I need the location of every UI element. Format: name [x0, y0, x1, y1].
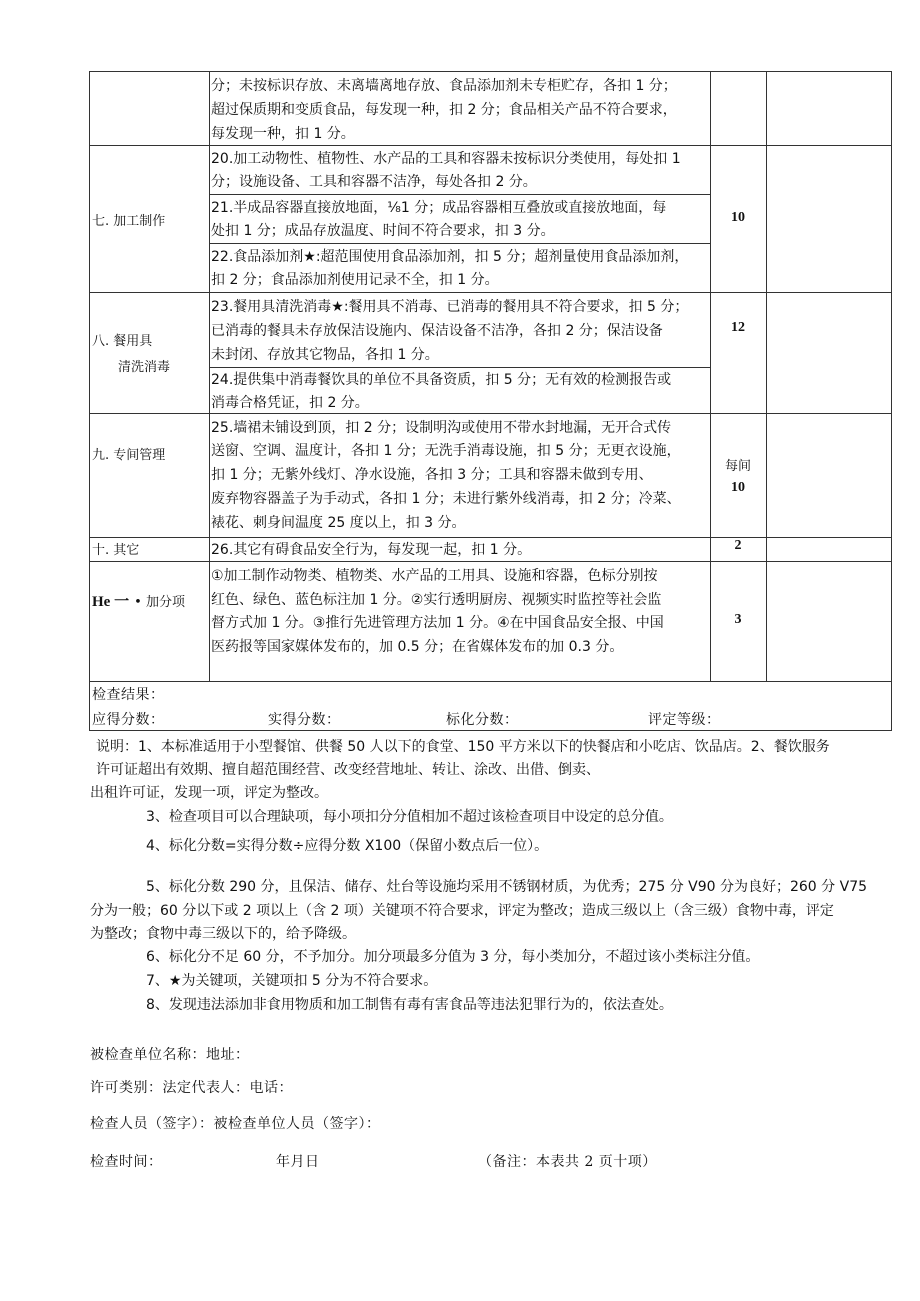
note-1-cont: 出租许可证，发现一项，评定为整改。: [90, 785, 328, 801]
item-text: 23.餐用具清洗消毒★:餐用具不消毒、已消毒的餐用具不符合要求，扣 5 分；: [211, 299, 689, 315]
item-text: 分；未按标识存放、未离墙离地存放、食品添加剂未专柜贮存，各扣 1 分；: [211, 78, 677, 94]
score-value: 10: [731, 480, 745, 495]
category-prefix: He 一: [92, 594, 130, 610]
result-title: 检查结果：: [92, 687, 165, 703]
item-text: 24.提供集中消毒餐饮具的单位不具备资质，扣 5 分；无有效的检测报告或: [211, 372, 672, 388]
note-5-cont: 分为一般；60 分以下或 2 项以上（含 2 项）关键项不符合要求，评定为整改；造成三级以上（含三级）食物中毒，评定: [90, 903, 834, 919]
item-divider: [209, 243, 710, 244]
item-text: 已消毒的餐具未存放保洁设施内、保洁设备不洁净，各扣 2 分；保洁设备: [211, 323, 663, 339]
score-value: 3: [734, 612, 742, 627]
item-text: 26.其它有碍食品安全行为，每发现一起，扣 1 分。: [211, 542, 532, 558]
item-divider: [209, 194, 710, 195]
item-text: 督方式加 1 分。③推行先进管理方法加 1 分。④在中国食品安全报、中国: [211, 615, 664, 631]
item-text: 20.加工动物性、植物性、水产品的工具和容器未按标识分类使用，每处扣 1: [211, 151, 681, 167]
item-text: 处扣 1 分；成品存放温度、时间不符合要求，扣 3 分。: [211, 223, 555, 239]
category-label: 八. 餐用具: [92, 334, 153, 349]
note-8: 8、发现违法添加非食用物质和加工制售有毒有害食品等违法犯罪行为的，依法查处。: [146, 997, 673, 1013]
score-value: 12: [731, 320, 745, 335]
note-4: 4、标化分数=实得分数÷应得分数 X100（保留小数点后一位）。: [146, 838, 549, 854]
item-text: 未封闭、存放其它物品，各扣 1 分。: [211, 347, 439, 363]
note-3: 3、检查项目可以合理缺项，每小项扣分分值相加不超过该检查项目中设定的总分值。: [146, 809, 673, 825]
category-label: 十. 其它: [92, 543, 140, 558]
category-label: 清洗消毒: [118, 360, 171, 375]
item-text: 扣 2 分；食品添加剂使用记录不全，扣 1 分。: [211, 272, 499, 288]
note-5-cont: 为整改；食物中毒三级以下的，给予降级。: [90, 926, 356, 942]
table-border-bottom: [89, 730, 892, 731]
license-line: 许可类别：法定代表人：电话：: [90, 1080, 293, 1096]
category-label: [92, 590, 185, 611]
item-text: 红色、绿色、蓝色标注加 1 分。②实行透明厨房、视频实时监控等社会监: [211, 592, 662, 608]
score-value: 10: [731, 210, 745, 225]
item-divider: [209, 367, 710, 368]
actual-score-label: 实得分数：: [268, 712, 341, 728]
item-text: 送窗、空调、温度计，各扣 1 分；无洗手消毒设施，扣 5 分；无更衣设施，: [211, 443, 681, 459]
date-placeholder: 年月日: [276, 1154, 320, 1170]
remark: （备注：本表共 2 页十项）: [478, 1154, 657, 1170]
category-label: 七. 加工制作: [92, 214, 166, 229]
score-label: 每间: [724, 458, 751, 473]
item-text: 裱花、刺身间温度 25 度以上，扣 3 分。: [211, 515, 466, 531]
col-divider: [209, 71, 210, 682]
item-text: 25.墙裙未铺设到顶，扣 2 分；设制明沟或使用不带水封地漏，无开合式传: [211, 420, 672, 436]
item-text: 每发现一种，扣 1 分。: [211, 126, 355, 142]
should-score-label: 应得分数：: [92, 712, 165, 728]
item-text: 超过保质期和变质食品，每发现一种，扣 2 分；食品相关产品不符合要求，: [211, 102, 677, 118]
note-5: 5、标化分数 290 分，且保洁、储存、灶台等设施均采用不锈钢材质，为优秀；275 分 V90 分为良好；260 分 V75: [146, 879, 868, 895]
item-text: 21.半成品容器直接放地面，⅛1 分；成品容器相互叠放或直接放地面，每: [211, 200, 667, 216]
item-text: 22.食品添加剂★:超范围使用食品添加剂，扣 5 分；超剂量使用食品添加剂，: [211, 249, 689, 265]
inspection-time-label: 检查时间：: [90, 1154, 163, 1170]
item-text: 医药报等国家媒体发布的，加 0.5 分；在省媒体发布的加 0.3 分。: [211, 639, 624, 655]
note-7: 7、★为关键项，关键项扣 5 分为不符合要求。: [146, 973, 438, 989]
item-text: 消毒合格凭证，扣 2 分。: [211, 395, 369, 411]
note-1: 说明：1、本标准适用于小型餐馆、供餐 50 人以下的食堂、150 平方米以下的快餐店和小吃店、饮品店。2、餐饮服务: [96, 739, 830, 755]
item-text: ①加工制作动物类、植物类、水产品的工用具、设施和容器，色标分别按: [211, 568, 658, 584]
signature-line: 检查人员（签字）：被检查单位人员（签字）：: [90, 1116, 381, 1132]
table-border-right: [891, 71, 892, 731]
col-divider: [710, 71, 711, 682]
col-divider: [766, 71, 767, 682]
item-text: 扣 1 分；无紫外线灯、净水设施，各扣 3 分；工具和容器未做到专用、: [211, 467, 653, 483]
score-value: 2: [734, 538, 742, 553]
table-border-left: [89, 71, 90, 731]
item-text: 分；设施设备、工具和容器不洁净，每处各扣 2 分。: [211, 174, 537, 190]
inspected-unit-line: 被检查单位名称：地址：: [90, 1047, 250, 1063]
note-1-cont: 许可证超出有效期、擅自超范围经营、改变经营地址、转让、涂改、出借、倒卖、: [96, 762, 600, 778]
note-6: 6、标化分不足 60 分，不予加分。加分项最多分值为 3 分，每小类加分，不超过该小类标注分值。: [146, 949, 760, 965]
category-text: • 加分项: [134, 595, 185, 610]
grade-label: 评定等级：: [648, 712, 721, 728]
standard-score-label: 标化分数：: [446, 712, 519, 728]
category-label: 九. 专间管理: [92, 448, 166, 463]
item-text: 废弃物容器盖子为手动式，各扣 1 分；未进行紫外线消毒，扣 2 分；冷菜、: [211, 491, 681, 507]
